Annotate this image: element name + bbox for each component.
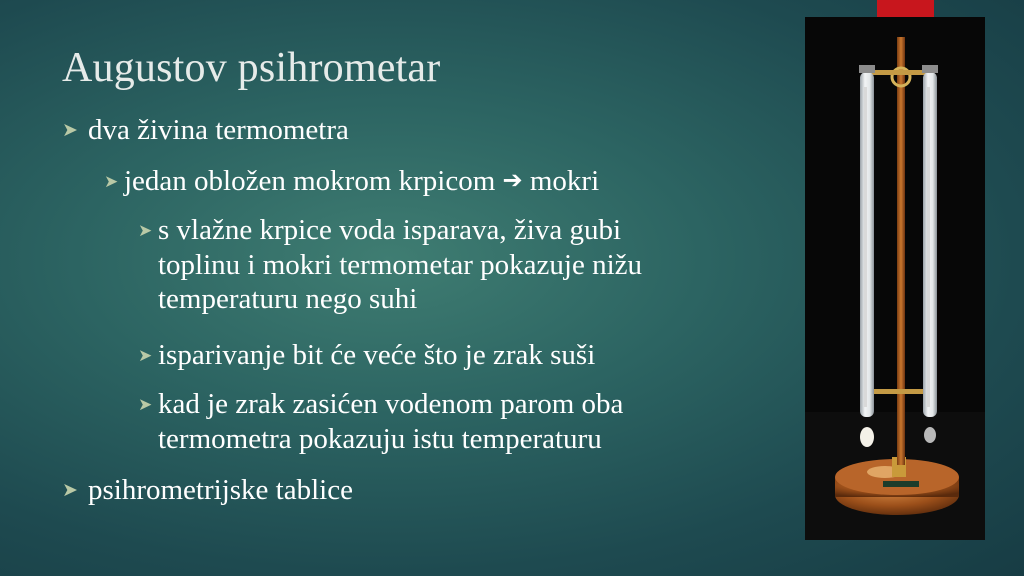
bullet-level1-tables <box>62 473 353 508</box>
right-arrow-icon: ➔ <box>502 166 523 194</box>
bullet-text-line1: s vlažne krpice voda isparava, živa gubi <box>158 214 622 246</box>
bullet-level3-evaporation <box>138 213 803 316</box>
bullet-text: dva živina termometra <box>88 114 349 146</box>
bullet-level3-dry-air <box>138 338 595 373</box>
chevron-right-icon: ➤ <box>104 172 119 191</box>
bullet-level2-wet-thermometer <box>104 163 599 199</box>
bullet-text-line3: temperaturu nego suhi <box>158 283 418 315</box>
bullet-text: jedan obložen mokrom krpicom <box>124 165 496 197</box>
bullet-text: mokri <box>529 165 600 197</box>
bullet-level3-saturated-air <box>138 387 803 456</box>
bullet-text: isparivanje bit će veće što je zrak suši <box>158 339 596 371</box>
chevron-right-icon: ➤ <box>62 480 78 501</box>
chevron-right-icon: ➤ <box>138 346 153 365</box>
bullet-level1-thermometers <box>62 113 349 148</box>
chevron-right-icon: ➤ <box>62 120 78 141</box>
slide-title: Augustov psihrometar <box>62 45 441 91</box>
accent-bar <box>877 0 934 17</box>
chevron-right-icon: ➤ <box>138 221 153 240</box>
bullet-text-line2: toplinu i mokri termometar pokazuje nižu <box>158 249 643 281</box>
bullet-text-line2: termometra pokazuju istu temperaturu <box>158 423 602 455</box>
bullet-text: psihrometrijske tablice <box>88 474 353 506</box>
chevron-right-icon: ➤ <box>138 395 153 414</box>
bullet-text-line1: kad je zrak zasićen vodenom parom oba <box>158 388 624 420</box>
psychrometer-photo <box>805 17 985 540</box>
